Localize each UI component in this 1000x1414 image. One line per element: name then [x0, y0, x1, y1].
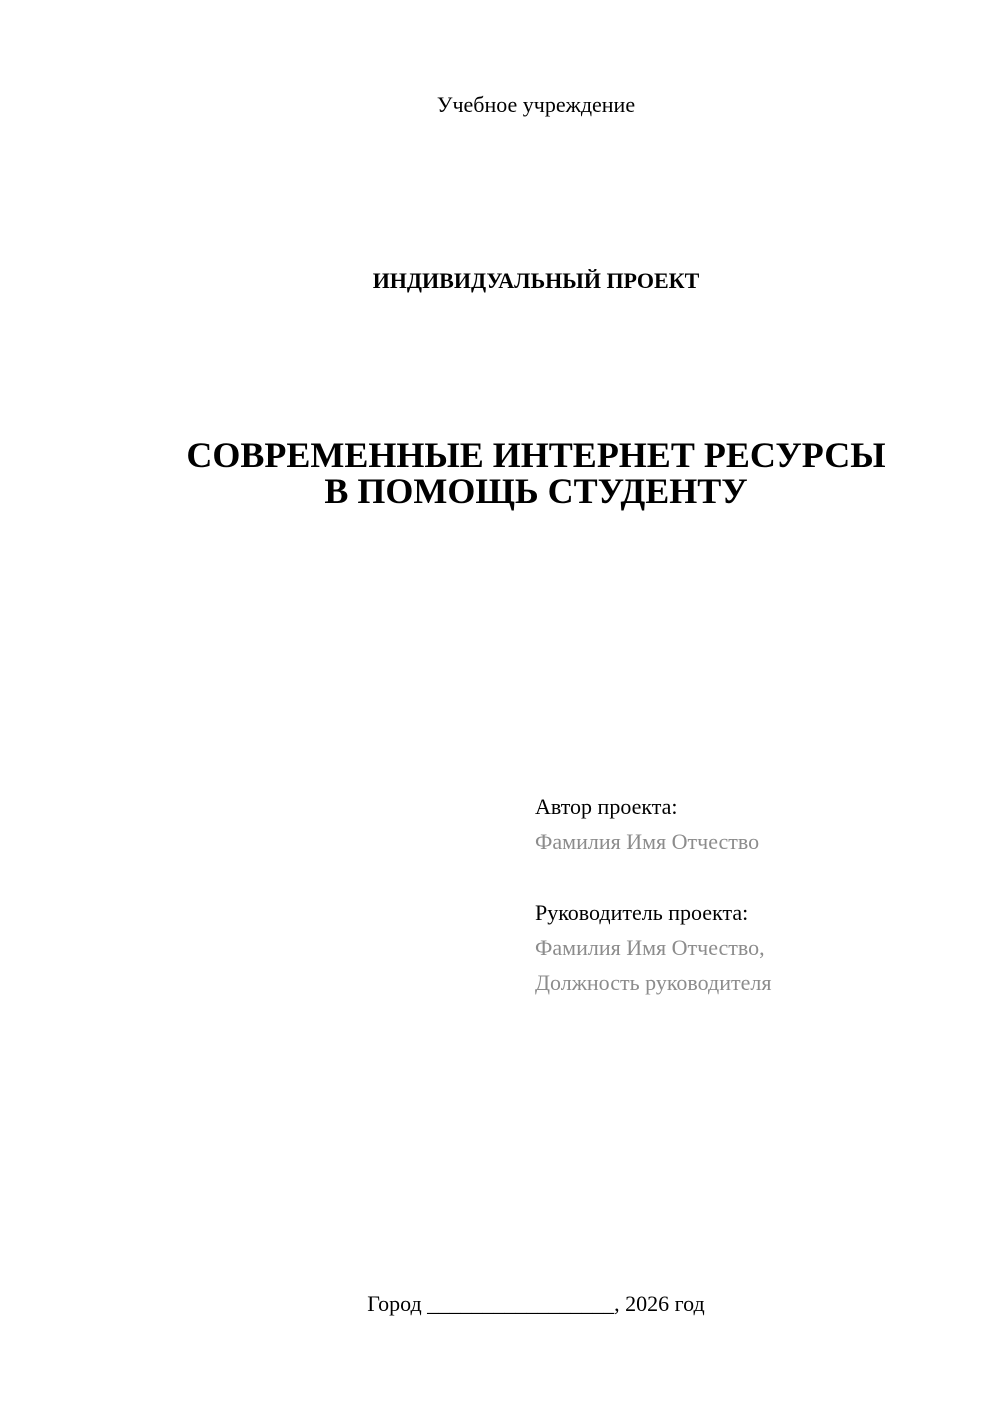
author-name: Фамилия Имя Отчество — [535, 829, 760, 854]
supervisor-position: Должность руководителя — [535, 970, 772, 995]
project-title-line-1: СОВРЕМЕННЫЕ ИНТЕРНЕТ РЕСУРСЫ — [186, 435, 886, 475]
supervisor-label: Руководитель проекта: — [535, 900, 749, 925]
project-title — [0, 437, 1000, 509]
supervisor-name: Фамилия Имя Отчество, — [535, 935, 765, 960]
city-year-line — [0, 1290, 1000, 1318]
institution-name: Учебное учреждение — [436, 92, 636, 117]
project-title-line-2: В ПОМОЩЬ СТУДЕНТУ — [324, 471, 748, 511]
author-label: Автор проекта: — [535, 794, 678, 819]
year-text: , 2026 год — [614, 1291, 705, 1316]
city-blank: _________________ — [427, 1291, 615, 1316]
project-info-block — [535, 789, 771, 1000]
project-type-heading: ИНДИВИДУАЛЬНЫЙ ПРОЕКТ — [372, 268, 700, 293]
city-label: Город — [367, 1291, 422, 1316]
